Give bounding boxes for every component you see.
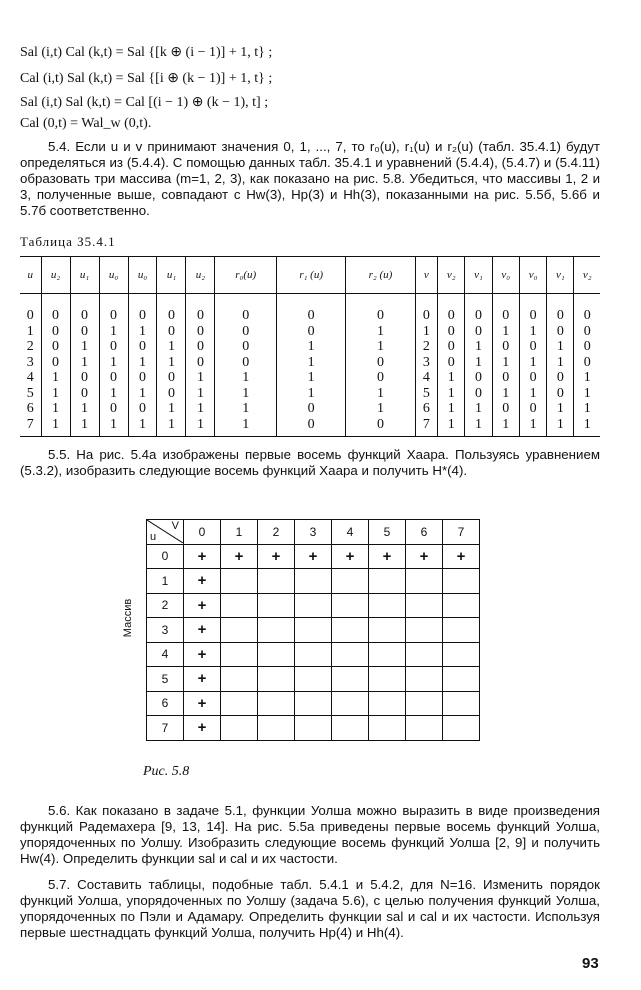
- table-cell: 0: [574, 294, 600, 324]
- paragraph-5-5: [20, 447, 600, 479]
- page-number: 93: [582, 955, 599, 972]
- grid-empty-cell: [221, 569, 258, 594]
- table-cell: 1: [438, 417, 465, 437]
- table-cell: 0: [70, 294, 99, 324]
- table-cell: 1: [465, 401, 492, 417]
- grid-row: [147, 691, 480, 716]
- table-row: [20, 324, 600, 340]
- table-cell: 0: [99, 294, 128, 324]
- grid-row: [147, 593, 480, 618]
- table-cell: 2: [415, 339, 437, 355]
- table-header-cell: v: [415, 257, 437, 294]
- table-cell: 0: [215, 339, 277, 355]
- grid-row-header: 7: [147, 716, 184, 741]
- table-cell: 1: [215, 417, 277, 437]
- table-cell: 0: [574, 339, 600, 355]
- table-cell: 0: [519, 294, 546, 324]
- table-cell: 0: [438, 355, 465, 371]
- grid-empty-cell: [406, 691, 443, 716]
- table-cell: 1: [492, 417, 519, 437]
- table-cell: 1: [547, 355, 574, 371]
- grid-empty-cell: [295, 642, 332, 667]
- grid-plus-cell: +: [184, 716, 221, 741]
- table-cell: 2: [26, 339, 34, 354]
- grid-empty-cell: [295, 569, 332, 594]
- table-cell: 1: [547, 339, 574, 355]
- table-cell: 0: [438, 324, 465, 340]
- table-cell: 0: [277, 417, 346, 437]
- grid-empty-cell: [332, 691, 369, 716]
- table-cell: 4: [415, 370, 437, 386]
- side-label-massiv: [118, 572, 138, 672]
- table-cell: 1: [128, 324, 157, 340]
- table-cell: 1: [346, 401, 415, 417]
- grid-row: [147, 618, 480, 643]
- table-header-cell: v₁: [547, 257, 574, 294]
- table-cell: 1: [277, 339, 346, 355]
- table-cell: 0: [277, 294, 346, 324]
- table-cell: 0: [215, 355, 277, 371]
- table-cell: 5: [26, 385, 34, 401]
- table-cell: 1: [41, 401, 70, 417]
- grid-row-header: 5: [147, 667, 184, 692]
- table-cell: 0: [41, 324, 70, 340]
- table-cell: 0: [492, 339, 519, 355]
- corner-v-label: V: [171, 520, 179, 533]
- grid-empty-cell: [258, 569, 295, 594]
- grid-plus-cell: +: [443, 544, 480, 569]
- grid-row: [147, 667, 480, 692]
- formula-3: Sal (i,t) Sal (k,t) = Cal [(i − 1) ⊕ (k − 1), t] ;: [20, 95, 269, 110]
- table-header-cell: u₂: [186, 257, 215, 294]
- grid-empty-cell: [443, 716, 480, 741]
- table-cell: 0: [215, 324, 277, 340]
- grid-plus-cell: +: [184, 642, 221, 667]
- table-body: [20, 294, 600, 437]
- paragraph-5-4: [20, 139, 600, 219]
- grid-plus-cell: +: [184, 618, 221, 643]
- table-cell: 0: [41, 339, 70, 355]
- grid-column-header: 1: [221, 520, 258, 545]
- grid-empty-cell: [221, 691, 258, 716]
- grid-row: [147, 544, 480, 569]
- table-cell: 1: [186, 370, 215, 386]
- paragraph-5-4-text: 5.4. Если u и v принимают значения 0, 1, ..., 7, то r₀(u), r₁(u) и r₂(u) (табл. 35.4.1) будут определяться из (5.4.4). С помощью данных табл. 35.4.1 и уравнений (5.4.4), (5.4.7) и (5.4.11) образовать три массива (m=1, 2, 3), как показано на рис. 5.8. Убедиться, что массивы 1, 2 и 3, полученные выше, совпадают с Hw(3), Hp(3) и Hh(3), показанными на рис. 5.5б, 5.6б и 5.7б соответственно.: [20, 139, 600, 218]
- table-cell: 0: [128, 339, 157, 355]
- grid-empty-cell: [221, 716, 258, 741]
- grid-empty-cell: [221, 593, 258, 618]
- table-cell: 1: [438, 386, 465, 402]
- table-cell: 0: [547, 370, 574, 386]
- table-cell: 0: [99, 339, 128, 355]
- grid-empty-cell: [443, 593, 480, 618]
- formula-2: Cal (i,t) Sal (k,t) = Sal {[i ⊕ (k − 1)] + 1, t} ;: [20, 71, 273, 86]
- figure-grid: [146, 519, 480, 741]
- grid-empty-cell: [406, 618, 443, 643]
- table-cell: 0: [547, 324, 574, 340]
- table-cell: 1: [128, 355, 157, 371]
- grid-empty-cell: [332, 593, 369, 618]
- table-cell: 0: [519, 370, 546, 386]
- table-cell: 1: [157, 355, 186, 371]
- paragraph-5-6-text: 5.6. Как показано в задаче 5.1, функции Уолша можно выразить в виде произведения функций Радемахера [9, 13, 14]. На рис. 5.5а приведены первые восемь функций Уолша, упорядоченных по Уолшу. Изобразить следующие восемь функций Уолша [2, 9] и получить Hw(4). Определить функции sal и cal и их частости.: [20, 803, 600, 866]
- paragraph-5-6: [20, 803, 600, 867]
- table-caption: Таблица З5.4.1: [20, 234, 116, 249]
- grid-row-header: 1: [147, 569, 184, 594]
- table-cell: 1: [70, 401, 99, 417]
- paragraph-5-7-text: 5.7. Составить таблицы, подобные табл. 5.4.1 и 5.4.2, для N=16. Изменить порядок функций Уолша, упорядоченных по Уолшу (задача 5.6), с целью получения функций Уолша, упорядоченных по Пэли и Адамару. Определить функции sal и cal и их частости. Используя первые шестнадцать функций Уолша, получить Hp(4) и Hh(4).: [20, 877, 600, 940]
- grid-empty-cell: [295, 667, 332, 692]
- table-cell: 0: [465, 386, 492, 402]
- table-cell: 0: [70, 370, 99, 386]
- table-header-cell: v₂: [438, 257, 465, 294]
- table-header-cell: v₀: [492, 257, 519, 294]
- table-cell: 0: [99, 401, 128, 417]
- grid-empty-cell: [369, 569, 406, 594]
- table-cell: 0: [41, 355, 70, 371]
- grid-plus-cell: +: [184, 691, 221, 716]
- table-cell: 7: [415, 417, 437, 437]
- paragraph-5-5-text: 5.5. На рис. 5.4а изображены первые восемь функций Хаара. Пользуясь уравнением (5.3.2), изобразить следующие восемь функций Хаара и получить H*(4).: [20, 447, 600, 478]
- grid-empty-cell: [295, 691, 332, 716]
- table-cell: 0: [519, 339, 546, 355]
- grid-plus-cell: +: [184, 667, 221, 692]
- table-cell: 0: [26, 308, 34, 323]
- table-cell: 1: [438, 370, 465, 386]
- table-cell: 0: [415, 294, 437, 324]
- grid-empty-cell: [221, 667, 258, 692]
- grid-empty-cell: [369, 642, 406, 667]
- grid-empty-cell: [369, 593, 406, 618]
- grid-empty-cell: [258, 716, 295, 741]
- grid-empty-cell: [406, 667, 443, 692]
- table-cell: 1: [519, 355, 546, 371]
- table-cell: 0: [215, 294, 277, 324]
- table-cell: 3: [415, 355, 437, 371]
- grid-empty-cell: [295, 593, 332, 618]
- table-cell: 1: [99, 355, 128, 371]
- grid-plus-cell: +: [369, 544, 406, 569]
- table-cell: 0: [186, 355, 215, 371]
- grid-column-header: 0: [184, 520, 221, 545]
- table-cell: 0: [465, 370, 492, 386]
- table-cell: 1: [574, 401, 600, 417]
- grid-column-header: 6: [406, 520, 443, 545]
- table-cell: 0: [346, 417, 415, 437]
- grid-empty-cell: [221, 642, 258, 667]
- table-35-4-1: [20, 256, 600, 437]
- table-cell: 0: [346, 294, 415, 324]
- grid-plus-cell: +: [221, 544, 258, 569]
- table-cell: 1: [277, 370, 346, 386]
- table-cell: 1: [346, 324, 415, 340]
- side-label-text: Массив: [122, 598, 134, 638]
- table-cell: 1: [574, 417, 600, 437]
- table-cell: 1: [492, 355, 519, 371]
- grid-empty-cell: [258, 667, 295, 692]
- grid-empty-cell: [369, 716, 406, 741]
- grid-plus-cell: +: [332, 544, 369, 569]
- table-cell: 1: [70, 417, 99, 437]
- table-cell: 1: [574, 370, 600, 386]
- table-cell: 1: [492, 386, 519, 402]
- table-header-cell: u: [20, 257, 41, 294]
- table-cell: 0: [157, 324, 186, 340]
- grid-empty-cell: [406, 642, 443, 667]
- table-cell: 0: [186, 294, 215, 324]
- table-cell: 0: [128, 294, 157, 324]
- table-cell: 1: [157, 417, 186, 437]
- table-cell: 0: [547, 386, 574, 402]
- grid-empty-cell: [443, 642, 480, 667]
- grid-row-header: 2: [147, 593, 184, 618]
- table-cell: 0: [70, 386, 99, 402]
- table-cell: 0: [438, 339, 465, 355]
- table-cell: 0: [346, 370, 415, 386]
- grid-empty-cell: [369, 618, 406, 643]
- table-row: [20, 294, 600, 324]
- table-row: [20, 401, 600, 417]
- grid-empty-cell: [258, 618, 295, 643]
- table-cell: 1: [465, 355, 492, 371]
- table-cell: 1: [438, 401, 465, 417]
- table-cell: 0: [574, 324, 600, 340]
- table-cell: 0: [438, 294, 465, 324]
- corner-u-label: u: [150, 531, 157, 544]
- table-header-cell: r₁ (u): [277, 257, 346, 294]
- table-cell: 1: [157, 401, 186, 417]
- table-cell: 0: [99, 370, 128, 386]
- grid-header-row: [147, 520, 480, 545]
- grid-column-header: 7: [443, 520, 480, 545]
- formula-1: Sal (i,t) Cal (k,t) = Sal {[k ⊕ (i − 1)] + 1, t} ;: [20, 45, 273, 60]
- table-row: [20, 355, 600, 371]
- table-header-cell: r₀(u): [215, 257, 277, 294]
- grid-column-header: 3: [295, 520, 332, 545]
- table-cell: 1: [215, 401, 277, 417]
- table-cell: 0: [186, 324, 215, 340]
- table-cell: 0: [465, 294, 492, 324]
- table-cell: 1: [186, 386, 215, 402]
- table-cell: 1: [346, 339, 415, 355]
- grid-empty-cell: [295, 716, 332, 741]
- table-header-cell: u₂: [41, 257, 70, 294]
- table-cell: 0: [465, 324, 492, 340]
- table-row: [20, 370, 600, 386]
- grid-column-header: 5: [369, 520, 406, 545]
- table-cell: 0: [492, 401, 519, 417]
- table-cell: 3: [26, 354, 34, 370]
- grid-row: [147, 569, 480, 594]
- table-header-cell: u₁: [70, 257, 99, 294]
- grid-column-header: 2: [258, 520, 295, 545]
- table-cell: 1: [186, 417, 215, 437]
- table-cell: 0: [186, 339, 215, 355]
- table-header-cell: u₀: [99, 257, 128, 294]
- grid-plus-cell: +: [184, 544, 221, 569]
- table-row: [20, 386, 600, 402]
- table-cell: 0: [519, 401, 546, 417]
- table-header-cell: v₂: [574, 257, 600, 294]
- grid-row-header: 6: [147, 691, 184, 716]
- table-cell: 1: [41, 386, 70, 402]
- table-header-cell: r₂ (u): [346, 257, 415, 294]
- table-cell: 0: [157, 294, 186, 324]
- grid-empty-cell: [443, 691, 480, 716]
- grid-empty-cell: [332, 569, 369, 594]
- table-header-cell: u₁: [157, 257, 186, 294]
- grid-empty-cell: [295, 618, 332, 643]
- grid-empty-cell: [221, 618, 258, 643]
- table-cell: 1: [157, 339, 186, 355]
- table-cell: 0: [574, 355, 600, 371]
- table-cell: 1: [277, 355, 346, 371]
- table-cell: 0: [547, 294, 574, 324]
- table-cell: 1: [215, 370, 277, 386]
- grid-empty-cell: [332, 716, 369, 741]
- grid-empty-cell: [406, 716, 443, 741]
- table-cell: 1: [186, 401, 215, 417]
- table-header-cell: u₀: [128, 257, 157, 294]
- table-cell: 7: [20, 417, 41, 437]
- table-cell: 1: [99, 417, 128, 437]
- table-cell: 1: [277, 386, 346, 402]
- table-row: [20, 417, 600, 437]
- grid-empty-cell: [332, 642, 369, 667]
- table-cell: 0: [128, 370, 157, 386]
- table-header-cell: v₀: [519, 257, 546, 294]
- grid-empty-cell: [258, 642, 295, 667]
- table-cell: 6: [26, 401, 34, 416]
- table-cell: 0: [128, 401, 157, 417]
- table-cell: 1: [519, 417, 546, 437]
- table-cell: 1: [128, 386, 157, 402]
- paragraph-5-7: [20, 877, 600, 941]
- table-cell: 5: [415, 386, 437, 402]
- grid-empty-cell: [443, 618, 480, 643]
- table-cell: 1: [346, 386, 415, 402]
- table-cell: 1: [574, 386, 600, 402]
- formula-4: Cal (0,t) = Wal_w (0,t).: [20, 116, 152, 131]
- table-cell: 1: [70, 339, 99, 355]
- table-header-cell: v₁: [465, 257, 492, 294]
- table-cell: 1: [547, 401, 574, 417]
- table-cell: 0: [41, 294, 70, 324]
- table-cell: 1: [492, 324, 519, 340]
- grid-empty-cell: [406, 569, 443, 594]
- table-row: [20, 339, 600, 355]
- grid-row: [147, 642, 480, 667]
- table-cell: 0: [157, 370, 186, 386]
- table-cell: 1: [215, 386, 277, 402]
- table-cell: 0: [492, 294, 519, 324]
- table-cell: 0: [277, 324, 346, 340]
- grid-row-header: 4: [147, 642, 184, 667]
- grid-plus-cell: +: [258, 544, 295, 569]
- table-cell: 0: [346, 355, 415, 371]
- grid-empty-cell: [369, 691, 406, 716]
- grid-plus-cell: +: [295, 544, 332, 569]
- table-cell: 4: [26, 370, 34, 385]
- table-cell: 1: [41, 417, 70, 437]
- grid-empty-cell: [332, 618, 369, 643]
- table-cell: 1: [99, 386, 128, 402]
- table-cell: 1: [41, 370, 70, 386]
- grid-row-header: 3: [147, 618, 184, 643]
- table-cell: 1: [70, 355, 99, 371]
- grid-plus-cell: +: [406, 544, 443, 569]
- grid-empty-cell: [258, 691, 295, 716]
- table-cell: 1: [519, 386, 546, 402]
- grid-plus-cell: +: [184, 569, 221, 594]
- table-cell: 1: [465, 417, 492, 437]
- table-cell: 1: [547, 417, 574, 437]
- table-cell: 1: [128, 417, 157, 437]
- table-cell: 1: [465, 339, 492, 355]
- table-cell: 0: [157, 386, 186, 402]
- grid-empty-cell: [406, 593, 443, 618]
- grid-plus-cell: +: [184, 593, 221, 618]
- grid-row: [147, 716, 480, 741]
- grid-empty-cell: [258, 593, 295, 618]
- table-cell: 1: [26, 323, 34, 339]
- table-cell: 1: [99, 324, 128, 340]
- table-cell: 1: [415, 324, 437, 340]
- table-cell: 0: [492, 370, 519, 386]
- grid-empty-cell: [332, 667, 369, 692]
- table-cell: 6: [415, 401, 437, 417]
- figure-caption: Рис. 5.8: [143, 764, 190, 779]
- grid-empty-cell: [443, 667, 480, 692]
- table-cell: 0: [70, 324, 99, 340]
- grid-empty-cell: [443, 569, 480, 594]
- grid-corner: [147, 520, 184, 545]
- grid-column-header: 4: [332, 520, 369, 545]
- table-cell: 0: [277, 401, 346, 417]
- table-cell: 1: [519, 324, 546, 340]
- grid-empty-cell: [369, 667, 406, 692]
- grid-row-header: 0: [147, 544, 184, 569]
- table-header-row: [20, 257, 600, 294]
